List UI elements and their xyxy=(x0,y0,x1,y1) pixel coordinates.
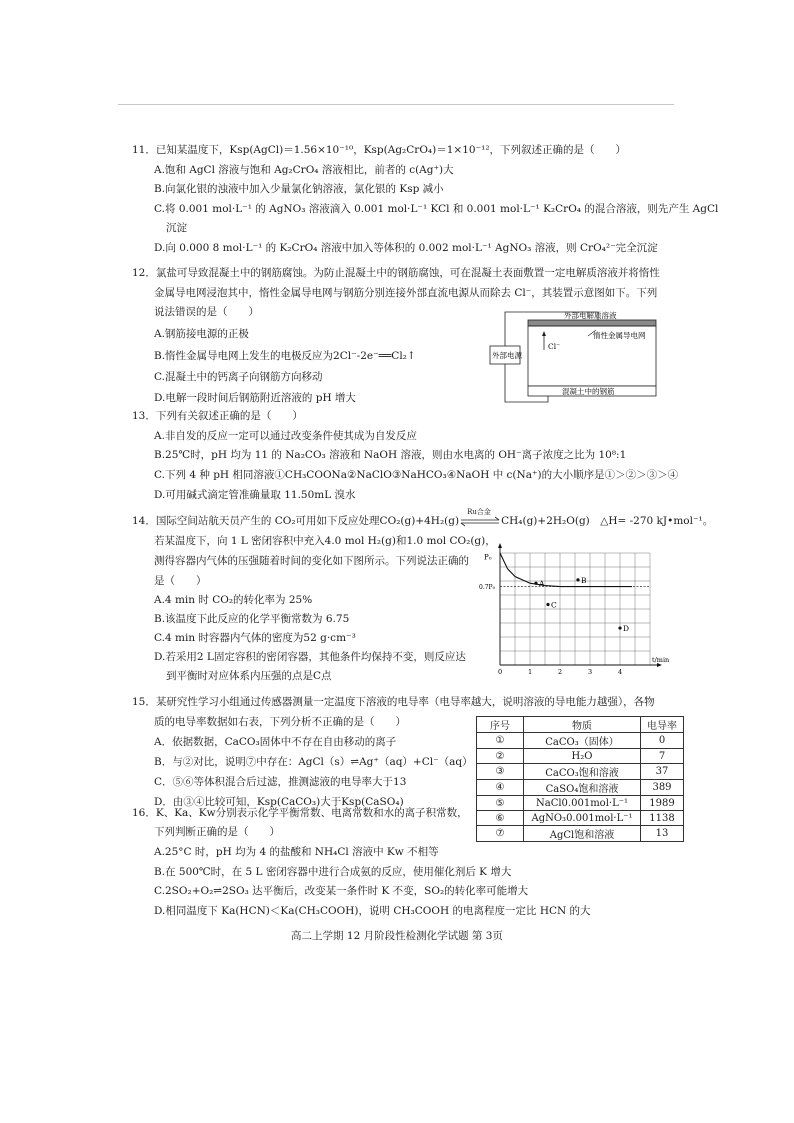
ion-label: Cl⁻ xyxy=(548,342,561,351)
table-cell: 0 xyxy=(641,733,684,749)
electrolysis-diagram xyxy=(488,310,662,406)
table-row xyxy=(477,764,684,780)
table-cell: ⑦ xyxy=(477,826,524,842)
table-cell: ⑤ xyxy=(477,796,524,811)
data-point xyxy=(546,603,549,606)
table-cell: 389 xyxy=(641,780,684,796)
electrolyte-layer xyxy=(528,320,656,326)
q11-option-a: A.饱和 AgCl 溶液与饱和 Ag₂CrO₄ 溶液相比，前者的 c(Ag⁺)大 xyxy=(154,164,454,176)
table-cell: AgCl饱和溶液 xyxy=(524,826,641,842)
q14-option-a: A.4 min 时 CO₂的转化率为 25% xyxy=(154,594,313,606)
table-row xyxy=(477,733,684,749)
equilibrium-arrow xyxy=(459,508,501,528)
table-row xyxy=(477,780,684,796)
conductivity-table xyxy=(476,716,684,842)
q14-stem-1-post: CH₄(g)+2H₂O(g) △H= -270 kJ•mol⁻¹。 xyxy=(501,515,714,527)
point-label: B xyxy=(581,575,587,585)
table-cell: AgNO₃0.001mol·L⁻¹ xyxy=(524,811,641,826)
series-line xyxy=(500,553,632,587)
table-row xyxy=(477,811,684,826)
q15-option-c: C．⑤⑥等体积混合后过滤，推测滤液的电导率大于13 xyxy=(154,776,407,788)
q14-stem-1 xyxy=(132,508,714,528)
q14-stem-3: 测得容器内气体的压强随着时间的变化如下图所示。下列说法正确的 xyxy=(154,555,469,567)
page-footer: 高二上学期 12 月阶段性检测化学试题 第 3页 xyxy=(291,930,503,942)
x-axis-label: t/min xyxy=(652,656,670,664)
x-tick-label: 3 xyxy=(588,668,593,676)
power-label: 外部电源 xyxy=(492,351,522,360)
table-header: 物质 xyxy=(524,717,641,733)
q13-option-d: D.可用碱式滴定管准确量取 11.50mL 溴水 xyxy=(154,489,356,501)
data-point xyxy=(618,626,621,629)
table-header: 序号 xyxy=(477,717,524,733)
q11-option-b: B.向氯化银的浊液中加入少量氯化钠溶液，氯化银的 Ksp 减小 xyxy=(154,183,444,195)
arrow-up xyxy=(542,331,546,336)
q16-option-a: A.25°C 时，pH 均为 4 的盐酸和 NH₄Cl 溶液中 Kw 不相等 xyxy=(154,846,439,858)
y-axis-label: P₀ xyxy=(484,553,492,562)
q12-option-d: D.电解一段时间后钢筋附近溶液的 pH 增大 xyxy=(154,392,356,404)
q15-stem-2: 质的电导率数据如右表，下列分析不正确的是（ ） xyxy=(154,716,406,728)
q14-option-d: D.若采用2 L固定容积的密闭容器，其他条件均保持不变，则反应达 xyxy=(154,651,466,663)
data-point xyxy=(534,582,537,585)
q11-option-d: D.向 0.000 8 mol·L⁻¹ 的 K₂CrO₄ 溶液中加入等体积的 0.002 mol·L⁻¹ AgNO₃ 溶液，则 CrO₄²⁻完全沉淀 xyxy=(154,242,658,254)
header-rule xyxy=(118,104,674,105)
table-row xyxy=(477,796,684,811)
q14-stem-2: 若某温度下，向 1 L 密闭容积中充入4.0 mol H₂(g)和1.0 mol CO₂(g)， xyxy=(154,535,496,547)
point-label: A xyxy=(539,579,545,589)
table-cell: ② xyxy=(477,749,524,764)
q13-option-c: C.下列 4 种 pH 相同溶液①CH₃COONa②NaClO③NaHCO₃④NaOH 中 c(Na⁺)的大小顺序是①＞②＞③＞④ xyxy=(154,469,679,481)
q13-option-b: B.25℃时，pH 均为 11 的 Na₂CO₃ 溶液和 NaOH 溶液，则由水电离的 OH⁻离子浓度之比为 10⁸:1 xyxy=(154,449,627,461)
table-row xyxy=(477,826,684,842)
q13-stem: 13．下列有关叙述正确的是（ ） xyxy=(132,410,303,422)
table-cell: 13 xyxy=(641,826,684,842)
table-cell: 1989 xyxy=(641,796,684,811)
q15-option-a: A．依据数据，CaCO₃固体中不存在自由移动的离子 xyxy=(154,736,397,748)
q12-option-c: C.混凝土中的钙离子向钢筋方向移动 xyxy=(154,371,323,383)
q14-option-b: B.该温度下此反应的化学平衡常数为 6.75 xyxy=(154,613,350,625)
mesh-label: 惰性金属导电网 xyxy=(593,331,646,340)
table-cell: 37 xyxy=(641,764,684,780)
table-header: 电导率 xyxy=(641,717,684,733)
q12-stem-3: 说法错误的是（ ） xyxy=(154,306,259,318)
q13-option-a: A.非自发的反应一定可以通过改变条件使其成为自发反应 xyxy=(154,430,417,442)
q14-stem-4: 是（ ） xyxy=(154,575,207,587)
table-cell: NaCl0.001mol·L⁻¹ xyxy=(524,796,641,811)
q14-option-c: C.4 min 时容器内气体的密度为52 g·cm⁻³ xyxy=(154,632,356,644)
table-cell: 7 xyxy=(641,749,684,764)
q12-option-b: B.惰性金属导电网上发生的电极反应为2Cl⁻-2e⁻══Cl₂↑ xyxy=(154,350,416,362)
q11-option-c: C.将 0.001 mol·L⁻¹ 的 AgNO₃ 溶液滴入 0.001 mol·L⁻¹ KCl 和 0.001 mol·L⁻¹ K₂CrO₄ 的混合溶液，则先产生 AgCl xyxy=(154,203,719,215)
x-tick-label: 1 xyxy=(528,668,533,676)
q15-stem-1: 15．某研究性学习小组通过传感器测量一定温度下溶液的电导率（电导率越大，说明溶液的导电能力越强），各物 xyxy=(132,696,655,708)
y-mark-label: 0.7P₀ xyxy=(479,584,495,592)
q15-option-b: B．与②对比，说明⑦中存在：AgCl（s）⇌Ag⁺（aq）+Cl⁻（aq） xyxy=(154,756,473,768)
table-cell: ③ xyxy=(477,764,524,780)
q12-option-a: A.钢筋接电源的正极 xyxy=(154,328,249,340)
q16-option-d: D.相同温度下 Ka(HCN)＜Ka(CH₃COOH)，说明 CH₃COOH 的电离程度一定比 HCN 的大 xyxy=(154,905,591,917)
rebar-label: 混凝土中的钢筋 xyxy=(562,387,615,396)
table-header-row xyxy=(477,717,684,733)
table-cell: ④ xyxy=(477,780,524,796)
y-axis-arrow xyxy=(498,543,502,548)
table-cell: CaSO₄饱和溶液 xyxy=(524,780,641,796)
q12-stem-1: 12．氯盐可导致混凝土中的钢筋腐蚀。为防止混凝土中的钢筋腐蚀，可在混凝土表面敷置一定电解质溶液并将惰性 xyxy=(132,267,660,279)
q12-stem-2: 金属导电网浸泡其中，惰性金属导电网与钢筋分别连接外部直流电源从而除去 Cl⁻，其装置示意图如下。下列 xyxy=(154,287,658,299)
table-cell: CaCO₃（固体） xyxy=(524,733,641,749)
table-cell: ⑥ xyxy=(477,811,524,826)
q11-stem: 11．已知某温度下，Ksp(AgCl)＝1.56×10⁻¹⁰，Ksp(Ag₂CrO₄)＝1×10⁻¹²，下列叙述正确的是（ ） xyxy=(132,144,627,156)
point-label: C xyxy=(551,600,557,610)
pressure-time-chart xyxy=(478,543,673,678)
x-tick-label: 0 xyxy=(498,668,503,676)
q11-option-c-cont: 沉淀 xyxy=(166,222,187,234)
catalyst-label: Ru合金 xyxy=(467,508,491,516)
q16-stem-2: 下列判断正确的是（ ） xyxy=(154,826,280,838)
data-point xyxy=(576,578,579,581)
q15-option-d: D．由③④比较可知，Ksp(CaCO₃)大于Ksp(CaSO₄) xyxy=(154,796,404,808)
electrolyte-label: 外部电解质溶液 xyxy=(564,311,617,320)
x-tick-label: 2 xyxy=(558,668,563,676)
q16-stem-1: 16．K、Ka、Kw分别表示化学平衡常数、电离常数和水的离子积常数， xyxy=(132,807,468,819)
q16-option-b: B.在 500℃时，在 5 L 密闭容器中进行合成氨的反应，使用催化剂后 K 增大 xyxy=(154,866,512,878)
table-cell: H₂O xyxy=(524,749,641,764)
x-tick-label: 4 xyxy=(618,668,623,676)
table-cell: ① xyxy=(477,733,524,749)
table-cell: CaCO₃饱和溶液 xyxy=(524,764,641,780)
q14-option-d-cont: 到平衡时对应体系内压强的点是C点 xyxy=(166,670,332,682)
point-label: D xyxy=(623,624,630,634)
table-row xyxy=(477,749,684,764)
table-cell: 1138 xyxy=(641,811,684,826)
q16-option-c: C.2SO₂+O₂⇌2SO₃ 达平衡后，改变某一条件时 K 不变，SO₂的转化率可能增大 xyxy=(154,885,529,897)
q14-stem-1-pre: 14．国际空间站航天员产生的 CO₂可用如下反应处理CO₂(g)+4H₂(g) xyxy=(132,515,460,527)
